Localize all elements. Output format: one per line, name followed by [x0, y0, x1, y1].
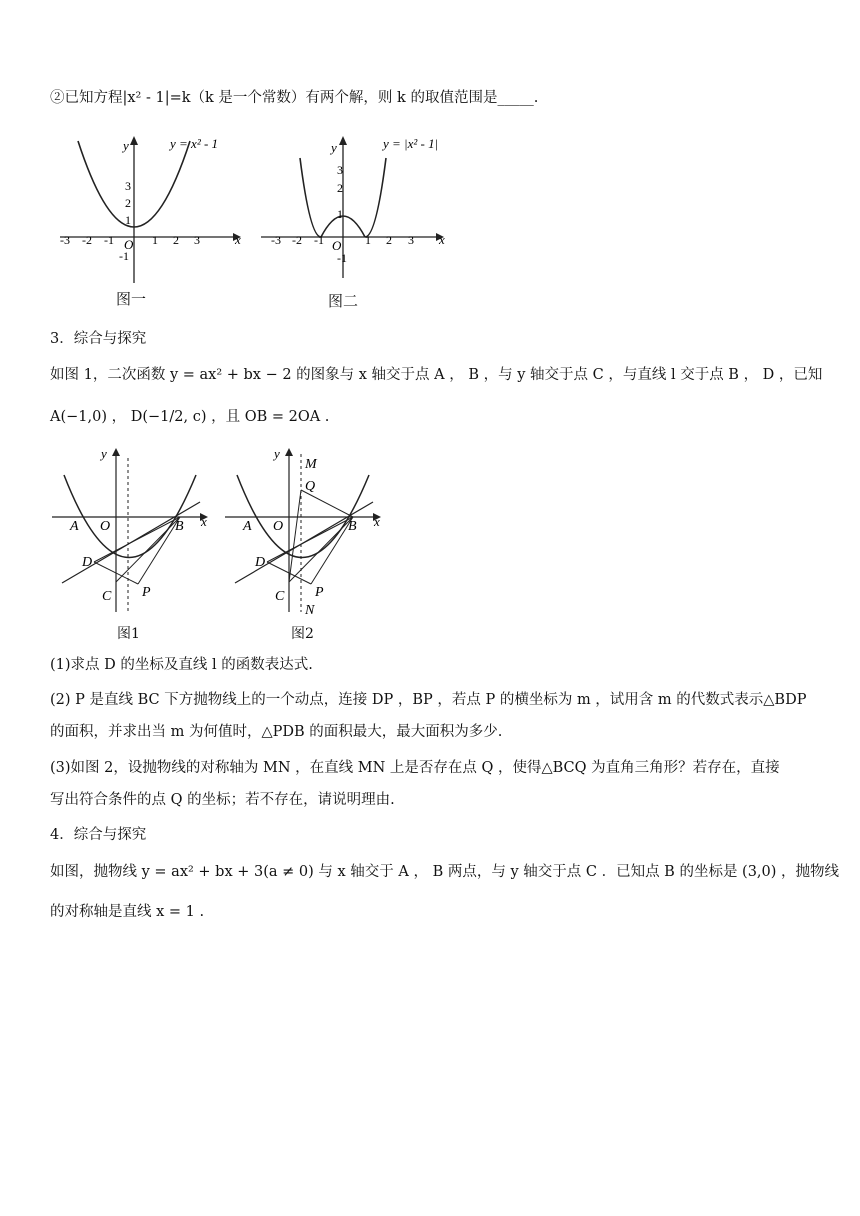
- q3-part1: (1)求点 D 的坐标及直线 l 的函数表达式.: [50, 657, 313, 673]
- point-B: B: [175, 519, 184, 534]
- tick-label: 2: [337, 181, 343, 195]
- tick-label: 3: [125, 179, 131, 193]
- q3-part3-line1: (3)如图 2，设抛物线的对称轴为 MN ，在直线 MN 上是否存在点 Q ，使得△BCQ 为直角三角形？若存在，直接: [50, 760, 780, 776]
- point-B: B: [348, 519, 357, 534]
- q3-figure-1: [50, 440, 220, 640]
- tick-label: 2: [125, 196, 131, 210]
- figure-one-caption: 图一: [116, 290, 147, 308]
- point-D: D: [82, 555, 93, 570]
- point-Q: Q: [305, 479, 316, 494]
- segment-CB: [289, 517, 353, 582]
- x-axis-label: x: [235, 232, 241, 247]
- tick-label: 1: [125, 213, 131, 227]
- x-axis-label: x: [439, 232, 445, 247]
- segment-PB: [311, 517, 353, 584]
- tick-label: 1: [337, 207, 343, 221]
- segment-PB: [138, 517, 180, 584]
- q3-part3-line2: 写出符合条件的点 Q 的坐标；若不存在，请说明理由.: [50, 792, 395, 808]
- q4-line2: 的对称轴是直线 x = 1 .: [50, 904, 205, 920]
- function-label: y = |x² - 1|: [383, 136, 439, 151]
- q3-part2-line1: (2) P 是直线 BC 下方抛物线上的一个动点，连接 DP ，BP ，若点 P 的横坐标为 m ，试用含 m 的代数式表示△BDP: [50, 692, 807, 708]
- q4-line1: 如图，抛物线 y = ax² + bx + 3(a ≠ 0) 与 x 轴交于 A ， B 两点，与 y 轴交于点 C ．已知点 B 的坐标是 (3,0) ，抛物线: [50, 864, 840, 880]
- q2-part-text: ②已知方程|x² - 1|=k（k 是一个常数）有两个解，则 k 的取值范围是_____.: [50, 90, 539, 106]
- point-P: P: [315, 585, 324, 600]
- point-N: N: [305, 603, 315, 618]
- tick-label: -3: [271, 233, 281, 247]
- point-C: C: [102, 589, 112, 604]
- q3-figure-1-caption: 图1: [117, 626, 140, 642]
- abs-curve-left: [300, 158, 321, 237]
- tick-label: 3: [337, 163, 343, 177]
- origin-label: O: [332, 238, 342, 253]
- point-C: C: [275, 589, 285, 604]
- figure-one-graph: [55, 128, 245, 288]
- point-A: A: [70, 519, 79, 534]
- tick-label: 3: [408, 233, 414, 247]
- function-label: y = x² - 1: [170, 136, 219, 151]
- tick-label: -2: [82, 233, 92, 247]
- tick-label: 1: [365, 233, 371, 247]
- y-axis-label: y: [331, 140, 337, 155]
- abs-curve-right: [365, 158, 386, 237]
- tick-label: -2: [292, 233, 302, 247]
- point-O: O: [100, 519, 111, 534]
- y-axis-label: y: [101, 446, 107, 461]
- figure-two-graph: [258, 128, 458, 288]
- segment-QC: [289, 490, 301, 582]
- tick-label: -1: [314, 233, 324, 247]
- tick-label: 2: [386, 233, 392, 247]
- tick-label: 3: [194, 233, 200, 247]
- point-D: D: [255, 555, 266, 570]
- segment-QB: [301, 490, 353, 517]
- q3-figure-2-caption: 图2: [291, 626, 314, 642]
- x-axis-label: x: [374, 514, 380, 529]
- x-axis-label: x: [201, 514, 207, 529]
- tick-label: 2: [173, 233, 179, 247]
- segment-CB: [116, 517, 180, 582]
- tick-label: -1: [119, 249, 129, 263]
- q3-part2-line2: 的面积，并求出当 m 为何值时，△PDB 的面积最大，最大面积为多少.: [50, 724, 503, 740]
- q4-heading: 4．综合与探究: [50, 827, 147, 843]
- figure-two-caption: 图二: [328, 292, 359, 310]
- tick-label: -3: [60, 233, 70, 247]
- y-axis-label: y: [123, 138, 129, 153]
- tick-label: -1: [104, 233, 114, 247]
- q3-figure-2: [223, 440, 393, 640]
- origin-label: O: [124, 237, 134, 252]
- point-P: P: [142, 585, 151, 600]
- point-A: A: [243, 519, 252, 534]
- point-O: O: [273, 519, 284, 534]
- q3-heading: 3．综合与探究: [50, 331, 147, 347]
- tick-label: 1: [152, 233, 158, 247]
- y-axis-label: y: [274, 446, 280, 461]
- point-M: M: [305, 457, 317, 472]
- q3-intro-line2: A(−1,0) ， D(−1/2, c) ，且 OB = 2OA .: [50, 409, 330, 425]
- q3-intro-line1: 如图 1，二次函数 y = ax² + bx − 2 的图象与 x 轴交于点 A ， B ，与 y 轴交于点 C ，与直线 l 交于点 B ， D ，已知: [50, 367, 823, 383]
- tick-label: -1: [337, 251, 347, 265]
